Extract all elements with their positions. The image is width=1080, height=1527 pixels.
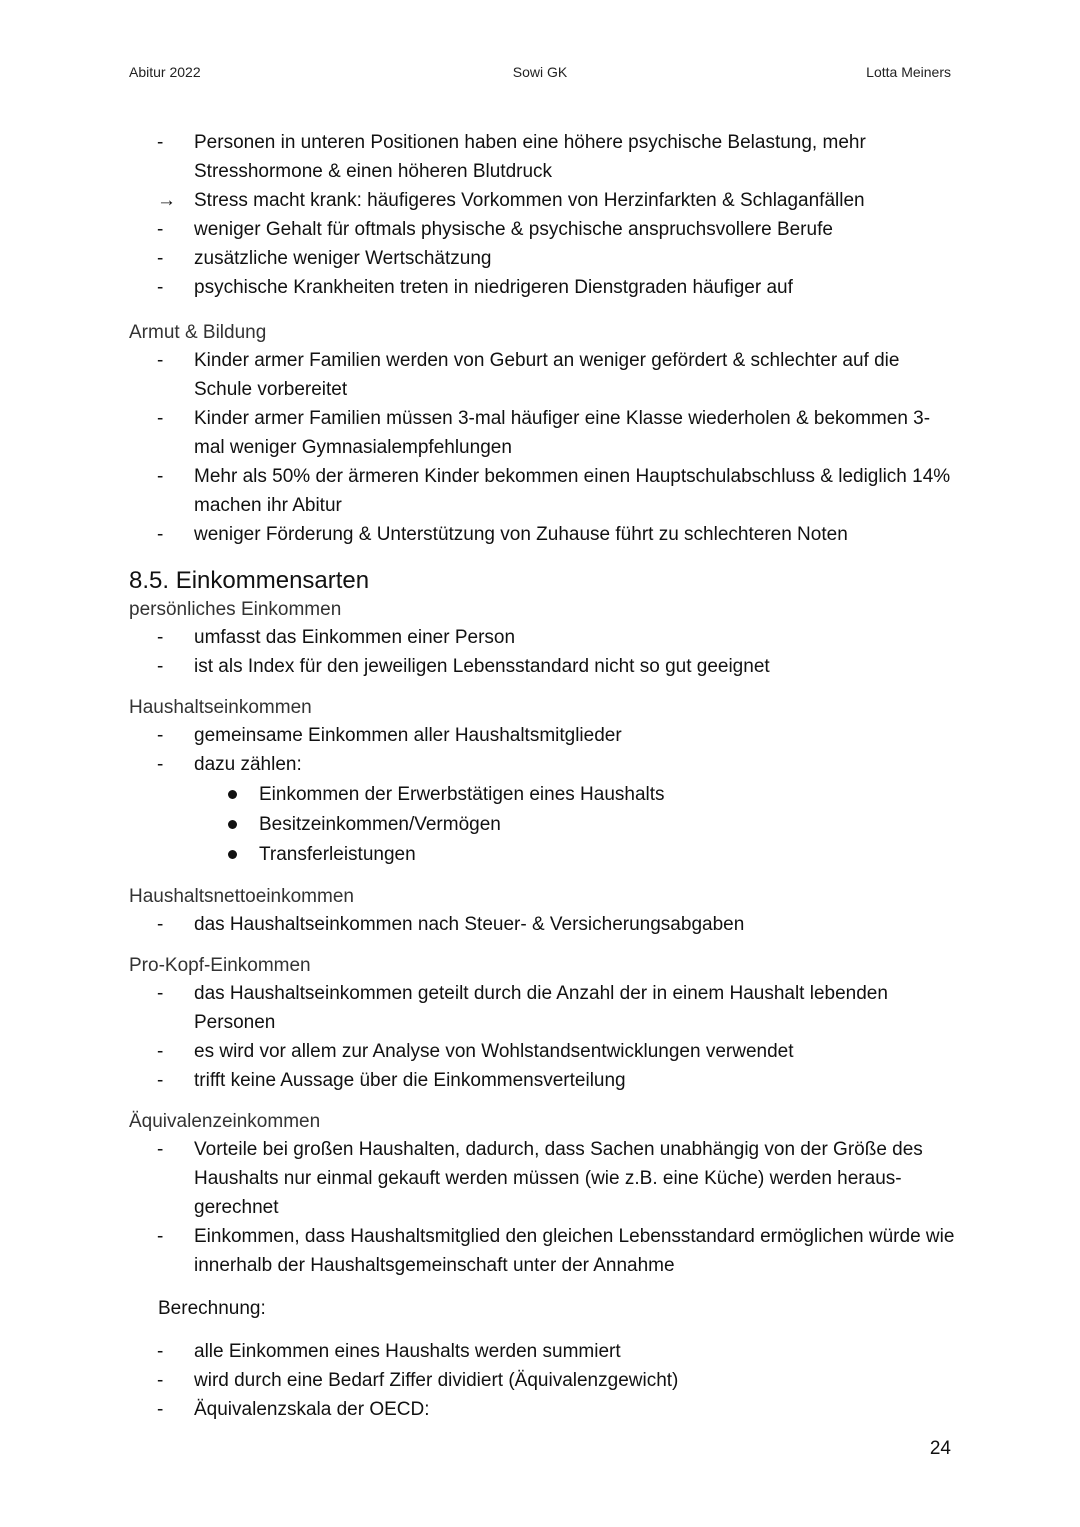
subheading-haushaltseinkommen: Haushaltseinkommen bbox=[129, 697, 312, 718]
list-item bbox=[129, 520, 959, 549]
header-author: Lotta Meiners bbox=[866, 64, 951, 80]
dash-marker: - bbox=[157, 1399, 164, 1420]
list-item-text: das Haushaltseinkommen geteilt durch die Anzahl der in einem Haushalt lebenden Personen bbox=[194, 983, 888, 1033]
list-item bbox=[129, 652, 959, 681]
persoenlich-list bbox=[129, 623, 959, 681]
list-item bbox=[129, 1066, 959, 1095]
list-item-text: Kinder armer Familien werden von Geburt an weniger gefördert & schlechter auf die Schule vorbereitet bbox=[194, 350, 900, 400]
bullet-item bbox=[129, 810, 959, 840]
dash-marker: - bbox=[157, 1226, 164, 1247]
list-item bbox=[129, 462, 959, 520]
list-item-text: gemeinsame Einkommen aller Haushaltsmitglieder bbox=[194, 725, 622, 746]
dash-marker: - bbox=[157, 277, 164, 298]
dash-marker: - bbox=[157, 754, 164, 775]
einkommensarten-section bbox=[129, 565, 959, 1424]
dash-marker: - bbox=[157, 627, 164, 648]
dash-marker: - bbox=[157, 524, 164, 545]
berechnung-label: Berechnung: bbox=[158, 1298, 266, 1319]
list-item bbox=[129, 1135, 959, 1222]
list-item bbox=[129, 623, 959, 652]
list-item bbox=[129, 1222, 959, 1280]
dash-marker: - bbox=[157, 248, 164, 269]
page-header bbox=[129, 64, 951, 84]
dash-marker: - bbox=[157, 1041, 164, 1062]
dash-marker: - bbox=[157, 408, 164, 429]
intro-list bbox=[129, 128, 959, 302]
list-item-text: alle Einkommen eines Haushalts werden summiert bbox=[194, 1341, 621, 1362]
dash-marker: - bbox=[157, 656, 164, 677]
page-number: 24 bbox=[929, 1438, 951, 1459]
list-item-text: Vorteile bei großen Haushalten, dadurch, dass Sachen unabhängig von der Größe des Haushalts nur einmal gekauft werden müssen (wie z.B. eine Küche) werden heraus-gerechnet bbox=[194, 1139, 923, 1218]
dash-marker: - bbox=[157, 1341, 164, 1362]
list-item-text: Äquivalenzskala der OECD: bbox=[194, 1399, 430, 1420]
list-item bbox=[129, 404, 959, 462]
dash-marker: - bbox=[157, 466, 164, 487]
bullet-item-text: Besitzeinkommen/Vermögen bbox=[259, 814, 501, 835]
list-item-text: umfasst das Einkommen einer Person bbox=[194, 627, 516, 648]
list-item-text: weniger Gehalt für oftmals physische & psychische anspruchsvollere Berufe bbox=[194, 219, 833, 240]
list-item-text: wird durch eine Bedarf Ziffer dividiert (Äquivalenzgewicht) bbox=[194, 1370, 679, 1391]
haushalt-list bbox=[129, 721, 959, 779]
netto-list bbox=[129, 910, 959, 939]
header-subject: Sowi GK bbox=[512, 64, 568, 80]
list-item-text: Personen in unteren Positionen haben eine höhere psychische Belastung, mehr Stresshormone & einen höheren Blutdruck bbox=[194, 132, 866, 182]
armut-list bbox=[129, 346, 959, 549]
list-item-text: trifft keine Aussage über die Einkommensverteilung bbox=[194, 1070, 626, 1091]
bullet-item-text: Transferleistungen bbox=[259, 844, 416, 865]
subheading-pro-kopf-einkommen: Pro-Kopf-Einkommen bbox=[129, 955, 311, 976]
prokopf-list bbox=[129, 979, 959, 1095]
list-item-text: das Haushaltseinkommen nach Steuer- & Versicherungsabgaben bbox=[194, 914, 745, 935]
list-item bbox=[129, 721, 959, 750]
armut-bildung-group bbox=[129, 320, 959, 549]
list-item bbox=[129, 1337, 959, 1366]
list-item bbox=[129, 1395, 959, 1424]
subheading-haushaltsnettoeinkommen: Haushaltsnettoeinkommen bbox=[129, 886, 354, 907]
dash-marker: - bbox=[157, 1370, 164, 1391]
netto-group bbox=[129, 884, 959, 939]
bullet-item bbox=[129, 780, 959, 810]
subheading-armut-bildung: Armut & Bildung bbox=[129, 322, 267, 343]
list-item-text: zusätzliche weniger Wertschätzung bbox=[194, 248, 492, 269]
list-item-text: psychische Krankheiten treten in niedrigeren Dienstgraden häufiger auf bbox=[194, 277, 793, 298]
list-item bbox=[129, 910, 959, 939]
list-item bbox=[129, 1366, 959, 1395]
list-item bbox=[129, 750, 959, 779]
list-item bbox=[129, 186, 959, 215]
aequivalenz-group bbox=[129, 1109, 959, 1424]
list-item-text: Einkommen, dass Haushaltsmitglied den gleichen Lebensstandard ermöglichen würde wie innerhalb der Haushaltsgemeinschaft unter der Annahme bbox=[194, 1226, 955, 1276]
dash-marker: - bbox=[157, 725, 164, 746]
dash-marker: - bbox=[157, 1139, 164, 1160]
list-item-text: Mehr als 50% der ärmeren Kinder bekommen einen Hauptschulabschluss & lediglich 14% machen ihr Abitur bbox=[194, 466, 951, 516]
subheading-persoenliches-einkommen: persönliches Einkommen bbox=[129, 599, 342, 620]
section-heading: 8.5. Einkommensarten bbox=[129, 567, 370, 594]
bullet-item-text: Einkommen der Erwerbstätigen eines Haushalts bbox=[259, 784, 665, 805]
dash-marker: - bbox=[157, 914, 164, 935]
persoenlich-group bbox=[129, 597, 959, 681]
arrow-icon: → bbox=[157, 190, 176, 211]
haushalt-bullet-list bbox=[129, 780, 959, 870]
bullet-item bbox=[129, 840, 959, 870]
list-item-text: Stress macht krank: häufigeres Vorkommen von Herzinfarkten & Schlaganfällen bbox=[194, 190, 865, 211]
subheading-aequivalenzeinkommen: Äquivalenzeinkommen bbox=[129, 1111, 321, 1132]
dash-marker: - bbox=[157, 219, 164, 240]
list-item bbox=[129, 273, 959, 302]
dash-marker: - bbox=[157, 350, 164, 371]
prokopf-group bbox=[129, 953, 959, 1095]
list-item-text: Kinder armer Familien müssen 3-mal häufiger eine Klasse wiederholen & bekommen 3-mal weniger Gymnasialempfehlungen bbox=[194, 408, 931, 458]
list-item bbox=[129, 128, 959, 186]
bullet-dot-icon bbox=[228, 790, 237, 799]
berechnung-list bbox=[129, 1337, 959, 1424]
list-item bbox=[129, 215, 959, 244]
dash-marker: - bbox=[157, 132, 164, 153]
list-item bbox=[129, 1037, 959, 1066]
aequivalenz-list bbox=[129, 1135, 959, 1280]
list-item-text: ist als Index für den jeweiligen Lebensstandard nicht so gut geeignet bbox=[194, 656, 770, 677]
list-item bbox=[129, 346, 959, 404]
dash-marker: - bbox=[157, 1070, 164, 1091]
dash-marker: - bbox=[157, 983, 164, 1004]
haushalt-group bbox=[129, 695, 959, 870]
bullet-dot-icon bbox=[228, 820, 237, 829]
bullet-dot-icon bbox=[228, 850, 237, 859]
list-item bbox=[129, 244, 959, 273]
document-body bbox=[129, 128, 959, 1424]
list-item-text: es wird vor allem zur Analyse von Wohlstandsentwicklungen verwendet bbox=[194, 1041, 794, 1062]
list-item-text: weniger Förderung & Unterstützung von Zuhause führt zu schlechteren Noten bbox=[194, 524, 848, 545]
list-item bbox=[129, 979, 959, 1037]
header-exam: Abitur 2022 bbox=[129, 64, 201, 80]
list-item-text: dazu zählen: bbox=[194, 754, 302, 775]
